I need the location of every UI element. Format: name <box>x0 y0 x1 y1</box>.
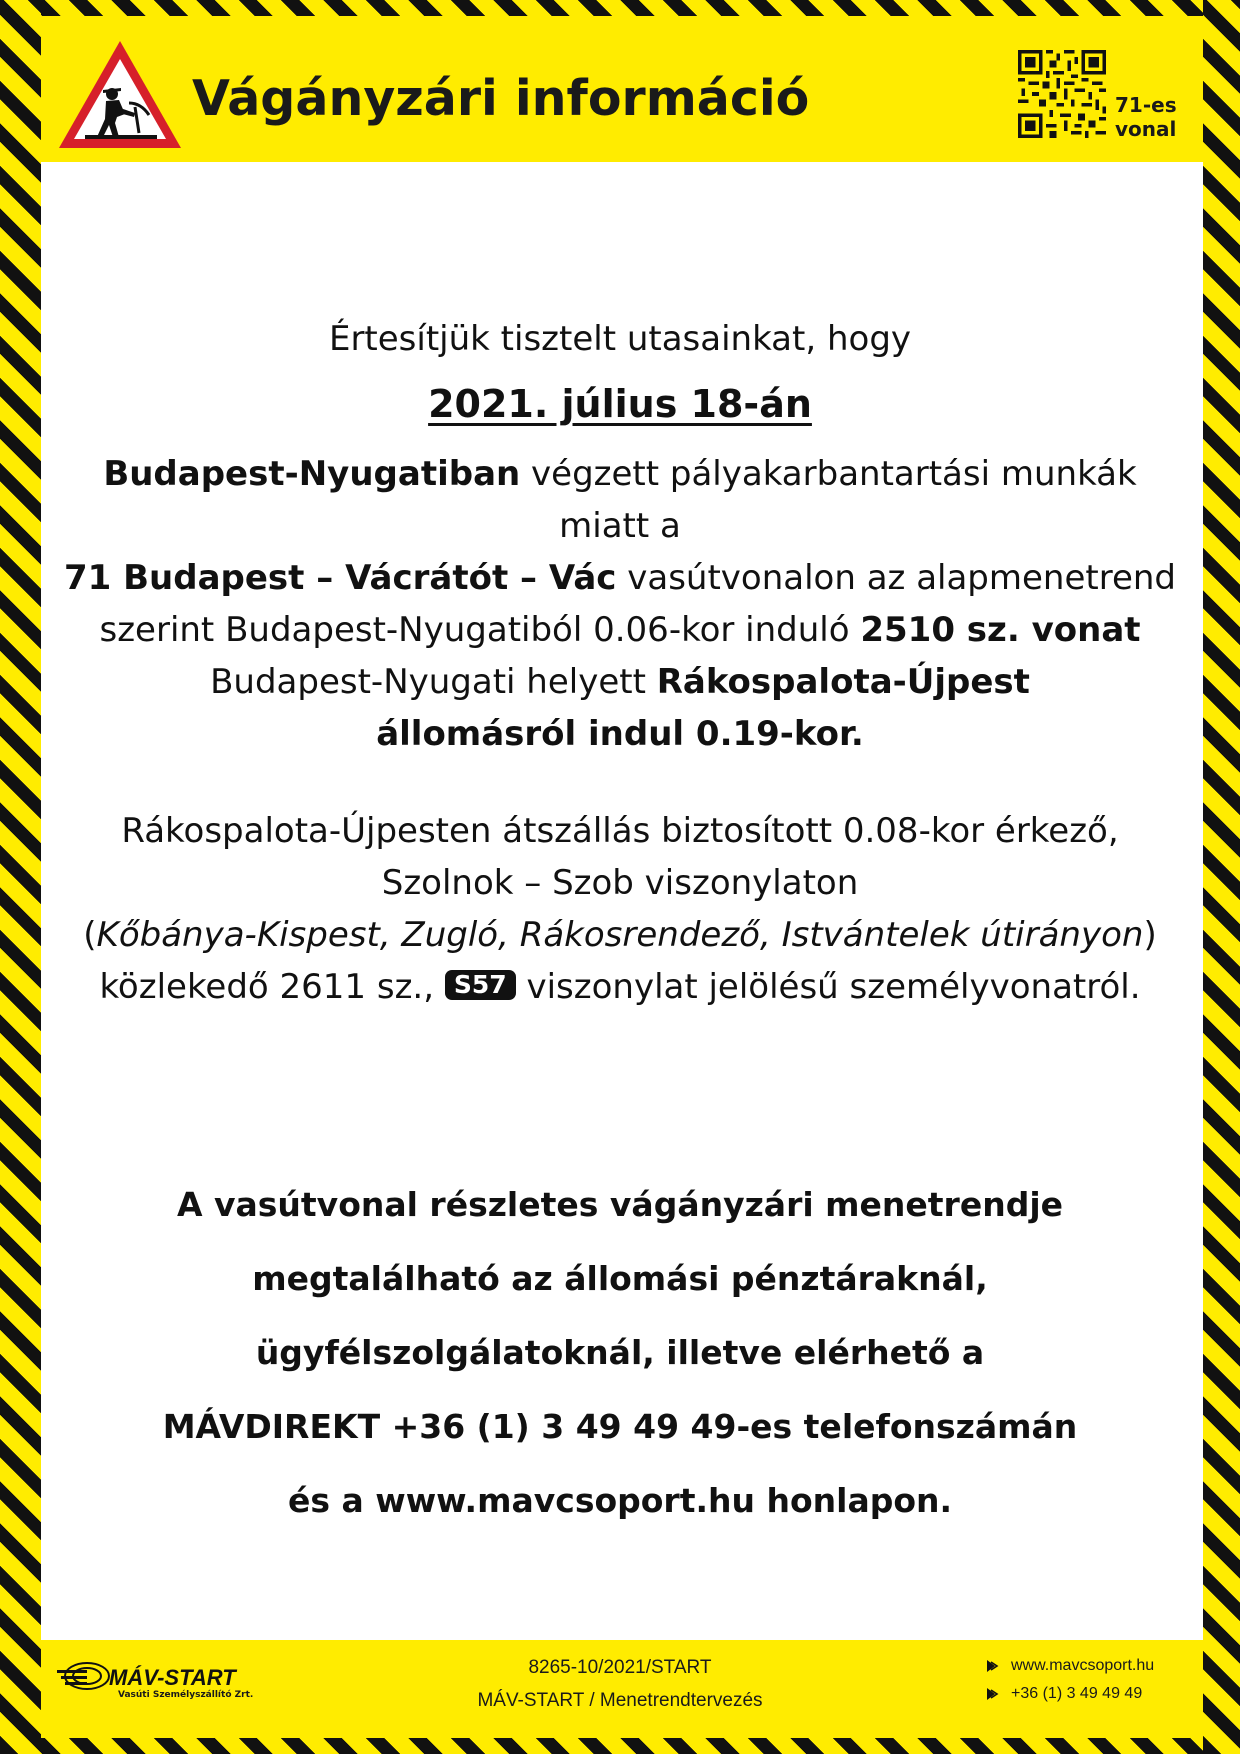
train-number-bold: 2510 sz. vonat <box>860 610 1141 650</box>
info-line-5: és a www.mavcsoport.hu honlapon. <box>287 1481 953 1520</box>
phone-row[interactable] <box>985 1680 1200 1708</box>
main-line-4 <box>60 604 1180 656</box>
station-bold: Rákospalota-Újpest <box>656 662 1030 702</box>
info-block <box>60 1168 1180 1538</box>
railway-line-bold: 71 Budapest – Vácrátót – Vác <box>63 558 617 598</box>
website-row[interactable] <box>985 1652 1200 1680</box>
line-tag-label: vonal <box>1115 117 1177 141</box>
info-line-1: A vasútvonal részletes vágányzári menetrendje <box>176 1185 1064 1224</box>
line-number-tag <box>1115 93 1195 141</box>
transfer-text-4: viszonylat jelölésű személyvonatról. <box>515 967 1141 1007</box>
paren-close: ) <box>1143 915 1157 955</box>
logo-wordmark: MÁV-START <box>109 1665 236 1690</box>
hazard-stripe-left <box>0 0 41 1754</box>
hazard-stripe-bottom <box>0 1738 1240 1754</box>
chevron-right-icon <box>985 1687 999 1701</box>
phone-link[interactable]: +36 (1) 3 49 49 49 <box>1011 1685 1143 1702</box>
main-text-3: vasútvonalon az alapmenetrend <box>616 558 1177 598</box>
doc-department: MÁV-START / Menetrendtervezés <box>477 1690 763 1711</box>
hazard-stripe-right <box>1203 0 1240 1754</box>
location-bold: Budapest-Nyugatiban <box>103 454 521 494</box>
chevron-right-icon <box>985 1659 999 1673</box>
transfer-line-4 <box>60 961 1180 1013</box>
paren-open: ( <box>83 915 97 955</box>
intro-text: Értesítjük tisztelt utasainkat, hogy <box>328 319 912 359</box>
document-reference <box>420 1651 820 1717</box>
main-paragraph <box>60 448 1180 760</box>
s57-line-badge: S57 <box>445 970 516 1000</box>
page-title: Vágányzári információ <box>192 70 810 127</box>
transfer-line-1: Rákospalota-Újpesten átszállás biztosított 0.08-kor érkező, <box>121 811 1119 851</box>
main-text-4: szerint Budapest-Nyugatiból 0.06-kor induló <box>99 610 861 650</box>
main-line-3 <box>60 552 1180 604</box>
info-line-3: ügyfélszolgálatoknál, illetve elérhető a <box>255 1333 985 1372</box>
info-line-4: MÁVDIREKT +36 (1) 3 49 49 49-es telefonszámán <box>162 1407 1078 1446</box>
main-line-2: miatt a <box>559 506 681 546</box>
transfer-line-2: Szolnok – Szob viszonylaton <box>381 863 859 903</box>
main-text-1: végzett pályakarbantartási munkák <box>520 454 1137 494</box>
route-italic: Kőbánya-Kispest, Zugló, Rákosrendező, Istvántelek útirányon <box>96 915 1144 955</box>
main-text-5: Budapest-Nyugati helyett <box>210 662 657 702</box>
logo-subtitle: Vasúti Személyszállító Zrt. <box>118 1690 254 1700</box>
notice-date: 2021. július 18-án <box>428 382 812 426</box>
website-link[interactable]: www.mavcsoport.hu <box>1011 1657 1155 1674</box>
qr-code-icon[interactable] <box>1018 50 1106 138</box>
hazard-stripe-top <box>0 0 1240 16</box>
contact-info <box>985 1652 1200 1708</box>
main-line-5 <box>60 656 1180 708</box>
info-line-2: megtalálható az állomási pénztáraknál, <box>252 1259 988 1298</box>
main-line-1 <box>60 448 1180 500</box>
warning-sign-worker-icon <box>55 37 185 152</box>
main-line-6 <box>60 708 1180 760</box>
transfer-paragraph <box>60 805 1180 1013</box>
transfer-line-3 <box>60 909 1180 961</box>
departure-bold: állomásról indul 0.19-kor. <box>376 714 864 754</box>
line-tag-number: 71-es <box>1115 93 1177 117</box>
transfer-text-3: közlekedő 2611 sz., <box>99 967 445 1007</box>
doc-number: 8265-10/2021/START <box>528 1657 712 1678</box>
